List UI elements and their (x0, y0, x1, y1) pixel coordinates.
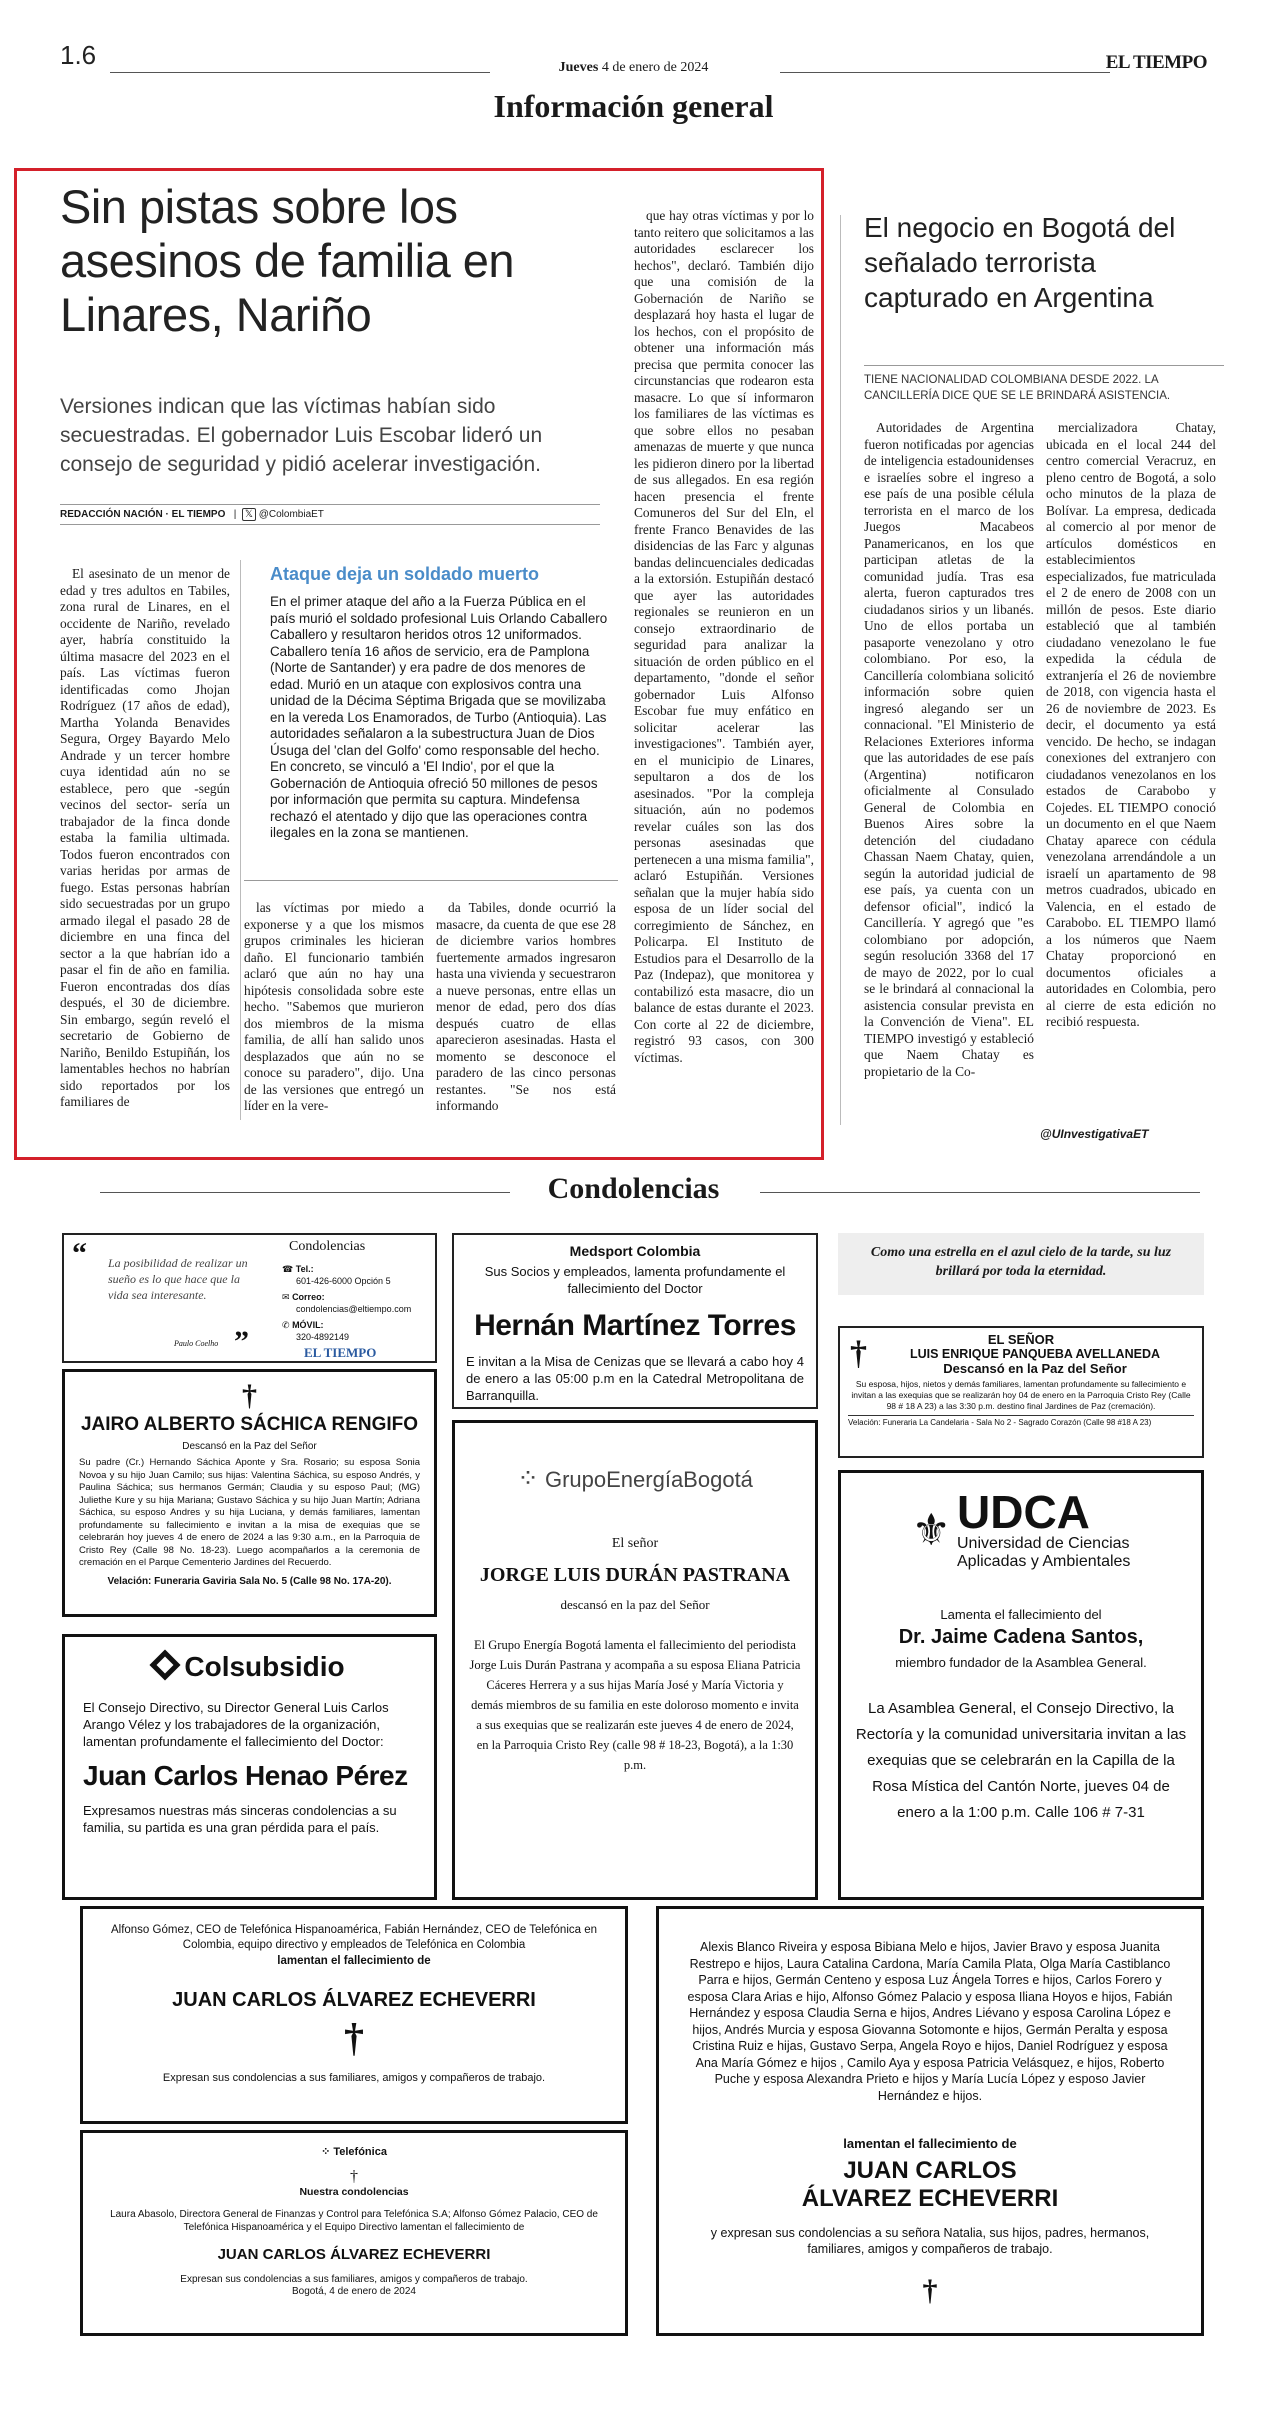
mobile-row (282, 1319, 411, 1343)
medsport-org: Medsport Colombia (569, 1243, 701, 1259)
quote-close-icon: ” (234, 1325, 249, 1358)
telefonica-date: Bogotá, 4 de enero de 2024 (292, 2286, 416, 2297)
mobile-icon: ✆ (282, 1320, 290, 1330)
mail-label: Correo: (292, 1292, 325, 1302)
alvarez1-closing: Expresan sus condolencias a sus familiares, amigos y compañeros de trabajo. (162, 2072, 546, 2084)
condolence-sachica (62, 1369, 437, 1617)
geb-logo-text: GrupoEnergíaBogotá (544, 1467, 753, 1492)
page-number: 1.6 (60, 40, 97, 70)
colsubsidio-closing: Expresamos nuestras más sinceras condolencias a su familia, su partida es una gran pérdida para el país. (83, 1803, 397, 1835)
cross-icon: † (922, 2274, 938, 2307)
geb-text: El Grupo Energía Bogotá lamenta el fallecimiento del periodista Jorge Luis Durán Pastrana y acompaña a su esposa Eliana Patricia Cáceres Herrera y a sus hijas María José y María Victoria y demás miembros de su familia en este doloroso momento e invita a sus exequias que se realizarán este jueves 4 de enero de 2024, en la Parroquia Cristo Rey (calle 98 # 18-23, Bogotá), a la 1:30 p.m. (469, 1638, 801, 1772)
condolence-colsubsidio (62, 1634, 437, 1900)
section-title: Información general (493, 88, 774, 124)
sidebar-box-text: En el primer ataque del año a la Fuerza Pública en el país murió el soldado profesional Luis Orlando Caballero Caballero y resultaron heridos otros 12 uniformados. Caballero tenía 16 años de servicio, era de Pamplona (Norte de Santander) y era padre de dos menores de edad. Murió en un ataque con explosivos contra una unidad de la Décima Séptima Brigada que se movilizaba en la vereda Los Enamorados, de Turbo (Antioquia). Las autoridades señalaron a la subestructura Juan de Dios Úsuga del 'clan del Golfo' como responsable del hecho. En concreto, se vinculó a 'El Indio', por el que la Gobernación de Antioquia ofreció 50 millones de pesos por información que permita su captura. Mindefensa rechazó el atentado y dijo que las operaciones contra ilegales en la zona se mantienen. (270, 594, 608, 840)
udca-logo (855, 1486, 1187, 1571)
colsubsidio-text: El Consejo Directivo, su Director General Luis Carlos Arango Vélez y los trabajadores de la organización, lamentan profundamente el fallecimiento del Doctor: (83, 1700, 389, 1749)
udca-logo-sub1: Universidad de Ciencias (957, 1535, 1130, 1552)
x-icon: 𝕏 (242, 508, 256, 521)
udca-logo-sub2: Aplicadas y Ambientales (957, 1553, 1131, 1570)
cross-icon: † (242, 1379, 257, 1412)
condolence-alvarez-telefonica-1 (80, 1906, 628, 2124)
phone-label: Tel.: (295, 1264, 314, 1274)
condolence-panqueba (838, 1326, 1204, 1458)
phone-row (282, 1263, 411, 1287)
side-divider (840, 215, 841, 1125)
promo-contact (282, 1263, 411, 1343)
alvarez1-name: JUAN CARLOS ÁLVAREZ ECHEVERRI (172, 1989, 536, 2011)
mobile-value[interactable]: 320-4892149 (296, 1332, 350, 1342)
telefonica-closing: Expresan sus condolencias a sus familiares, amigos y compañeros de trabajo. (180, 2274, 528, 2285)
byline-author: REDACCIÓN NACIÓN · EL TIEMPO (60, 509, 226, 520)
article-column-3 (436, 900, 616, 1120)
brand-logo: EL TIEMPO (1105, 52, 1207, 73)
side-column-2 (1046, 420, 1216, 1120)
quote-open-icon: “ (72, 1237, 87, 1270)
geb-dots-icon: ⁘ (517, 1463, 539, 1493)
condolence-medsport (452, 1233, 818, 1409)
column-divider (240, 560, 241, 1120)
telefonica-title: Nuestra condolencias (299, 2186, 409, 2198)
promo-title: Condolencias (289, 1239, 366, 1254)
medsport-intro: Sus Socios y empleados, lamenta profundamente el fallecimiento del Doctor (484, 1264, 786, 1296)
mobile-label: MÓVIL: (292, 1320, 324, 1330)
udca-pre: Lamenta el fallecimiento del (940, 1607, 1102, 1622)
side-handle: @UInvestigativaET (1040, 1127, 1149, 1141)
cross-icon: † (350, 2168, 358, 2185)
article-dek: Versiones indican que las víctimas habían sido secuestradas. El gobernador Luis Escobar lideró un consejo de seguridad y pidió acelerar investigación. (60, 395, 543, 476)
condolence-geb (452, 1420, 818, 1900)
box-divider (244, 880, 618, 881)
mail-row (282, 1291, 411, 1315)
phone-icon: ☎ (282, 1264, 294, 1274)
geb-pre: El señor (611, 1536, 659, 1551)
mail-icon: ✉ (282, 1292, 290, 1302)
sachica-velacion: Velación: Funeraria Gaviria Sala No. 5 (Calle 98 No. 17A-20). (107, 1575, 392, 1587)
side-kicker: TIENE NACIONALIDAD COLOMBIANA DESDE 2022. LA CANCILLERÍA DICE QUE SE LE BRINDARÁ ASISTENCIA. (864, 365, 1224, 404)
condolence-estrella (838, 1233, 1204, 1295)
panqueba-text: Su esposa, hijos, nietos y demás familiares, lamentan profundamente su fallecimiento e invitan a las exequias que se realizarán hoy 04 de enero en la Parroquia Cristo Rey (Calle 98 # 18 A 23) a las 3:30 p.m. destino final Jardines de Paz (cremación). (851, 1379, 1191, 1411)
sidebar-box-title: Ataque deja un soldado muerto (270, 564, 540, 584)
phone-value[interactable]: 601-426-6000 Opción 5 (296, 1276, 391, 1286)
alvarez2-name-1: JUAN CARLOS (843, 2157, 1017, 2184)
article-headline: Sin pistas sobre los asesinos de familia en Linares, Nariño (60, 180, 515, 341)
mail-value[interactable]: condolencias@eltiempo.com (296, 1304, 412, 1314)
sachica-sub: Descansó en la Paz del Señor (182, 1441, 317, 1452)
panqueba-name: LUIS ENRIQUE PANQUEBA AVELLANEDA (909, 1347, 1160, 1361)
alvarez1-text: Alfonso Gómez, CEO de Telefónica Hispanoamérica, Fabián Hernández, CEO de Telefónica en Colombia, equipo directivo y empleados de Telefónica en Colombia (110, 1924, 598, 1951)
article-column-1-text: El asesinato de un menor de edad y tres adultos en Tabiles, zona rural de Linares, en el occidente de Nariño, revelado ayer, habría constituido la última masacre del 2023 en el país. Las víctimas fueron identificadas como Jhojan Rodríguez (17 años de edad), Martha Yolanda Benavides Segura, Orgey Bayardo Melo Andrade y un tercer hombre cuya identidad aún no se establece, pero que -según vecinos del sector- sería un trabajador de la finca donde estaba la familia ultimada. Todos fueron encontrados con varias heridas por armas de fuego. Estas personas habrían sido secuestradas por un grupo armado ilegal el pasado 28 de diciembre en una finca del sector a la que habrían ido a pasar el fin de año en familia. Fueron encontradas dos días después, el 30 de diciembre. Sin embargo, según reveló el secretario de Gobierno de Nariño, Benildo Estupiñán, los lamentables hechos no habrían sido reportados por los familiares de (60, 566, 230, 1109)
promo-quote: La posibilidad de realizar un sueño es lo que hace que la vida sea interesante. (108, 1256, 248, 1302)
sachica-text: Su padre (Cr.) Hernando Sáchica Aponte y Sra. Rosario; su esposa Sonia Novoa y su hijo Juan Camilo; sus hijas: Valentina Sáchica, su esposo Andrés, y Paulina Sáchica; sus hermanos Germán; Claudia y su esposo Paul; (MG) Juliethe Kure y su hija Mariana; Gustavo Sáchica y su hijo Juan Martín; Adriana Sáchica, su esposo Andres y su hija Luciana, y demás familiares, lamentan profundamente su fallecimiento e invitan a la misa de exequias que se celebrarán hoy jueves 4 de enero de 2024 a las 9:30 a.m., en la Parroquia de Cristo Rey (Calle 98 No. 18-23). Luego acompañarlos a la ceremonia de cremación en el Parque Cementerio Jardines del Recuerdo. (79, 1457, 420, 1568)
article-column-3-text: da Tabiles, donde ocurrió la masacre, da cuenta de que ese 28 de diciembre varios hombres fuertemente armados ingresaron hasta una vivienda y secuestraron a nueve personas, entre ellas un menor de edad, pero dos días después cuatro de ellas aparecieron asesinadas. Hasta el momento se desconoce el paradero de las cinco personas restantes. "Se nos está informando (436, 900, 616, 1113)
alvarez2-lamentan: lamentan el fallecimiento de (843, 2136, 1017, 2151)
colsubsidio-icon (150, 1649, 181, 1680)
alvarez2-name-2: ÁLVAREZ ECHEVERRI (801, 2185, 1059, 2212)
condolence-udca (838, 1470, 1204, 1900)
side-column-1 (864, 420, 1034, 1120)
condolence-telefonica-2 (80, 2130, 628, 2336)
cross-icon: † (344, 2015, 364, 2060)
article-column-4-text: que hay otras víctimas y por lo tanto reitero que solicitamos a las autoridades esclarecer los hechos", declaró. También dijo que una comisión de la Gobernación de Nariño se desplazará hoy hasta el lugar de los hechos, con el propósito de obtener una información más precisa que permita conocer las circunstancias que rodearon esta masacre. Lo que sí informaron los familiares de las víctimas es que sobre ellos no pesaban amenazas de muerte y que nunca les pidieron dinero por la libertad de sus allegados. En esa región hacen presencia el frente Comuneros del Sur del Eln, el frente Franco Benavides de las disidencias de las Farc y algunas bandas delincuenciales dedicadas a la extorsión. Estupiñán destacó que ayer las autoridades regionales se reunieron en un consejo extraordinario de seguridad para analizar la situación de orden público en el departamento, "donde el señor gobernador Luis Alfonso Escobar fue muy enfático en solicitar acelerar las investigaciones". También ayer, en el municipio de Linares, sepultaron a dos de los asesinados. "Por la compleja situación, aún no podemos revelar cuáles son las dos personas asesinadas que pertenecen a una misma familia", aclaró Estupiñán. Versiones señalan que la mujer había sido esposa de un líder social del corregimiento de Sánchez, en Policarpa. El Instituto de Estudios para el Desarrollo de la Paz (Indepaz), que monitorea y contabilizó esta masacre, dio un balance de estas durante el 2023. Con corte al 22 de diciembre, registró 93 casos, con 300 víctimas. (634, 208, 814, 1065)
colsubsidio-logo-text: Colsubsidio (184, 1651, 345, 1682)
udca-role: miembro fundador de la Asamblea General. (895, 1655, 1147, 1670)
header-date (0, 60, 1267, 76)
condolencias-promo (62, 1233, 437, 1363)
udca-logo-text: UDCA (957, 1486, 1090, 1538)
medsport-text: E invitan a la Misa de Cenizas que se llevará a cabo hoy 4 de enero a las 05:00 p.m en la Catedral Metropolitana de Barranquilla. (466, 1354, 804, 1403)
promo-author: Paulo Coelho (174, 1339, 219, 1348)
geb-sub: descansó en la paz del Señor (560, 1597, 710, 1612)
condolence-alvarez-2 (656, 1906, 1204, 2336)
colsubsidio-name: Juan Carlos Henao Pérez (83, 1760, 408, 1791)
telefonica-text: Laura Abasolo, Directora General de Finanzas y Control para Telefónica S.A; Alfonso Gómez Palacio, CEO de Telefónica Hispanoamérica y el Equipo Directivo lamentan el fallecimiento de (110, 2209, 598, 2233)
colsubsidio-logo (83, 1651, 416, 1683)
panqueba-velacion: Velación: Funeraria La Candelaria - Sala No 2 - Sagrado Corazón (Calle 98 #18 A 23) (848, 1415, 1194, 1427)
byline-handle: @ColombiaET (258, 509, 324, 520)
article-column-2-text: las víctimas por miedo a exponerse y a que los mismos grupos criminales les hicieran daño. El funcionario también aclaró que aún no hay una hipótesis consolidada sobre este hecho. "Sabemos que murieron dos miembros de la misma familia, de allí han salido unos desplazados que aún no se conoce su paradero", dijo. Una de las versiones que entregó un líder en la vere- (244, 900, 424, 1113)
geb-name: JORGE LUIS DURÁN PASTRANA (479, 1564, 791, 1586)
panqueba-sub: Descansó en la Paz del Señor (943, 1361, 1127, 1376)
telefonica-name: JUAN CARLOS ÁLVAREZ ECHEVERRI (217, 2246, 491, 2263)
alvarez1-lamentan: lamentan el fallecimiento de (277, 1955, 431, 1967)
article-byline: REDACCIÓN NACIÓN · EL TIEMPO | 𝕏 @ColombiaET (60, 504, 600, 525)
cross-icon: † (850, 1335, 867, 1372)
sachica-name: JAIRO ALBERTO SÁCHICA RENGIFO (80, 1414, 419, 1435)
alvarez2-closing: y expresan sus condolencias a su señora Natalia, sus hijos, padres, hermanos, familiares, amigos y compañeros de trabajo. (710, 2226, 1150, 2256)
promo-brand: EL TIEMPO (304, 1345, 377, 1360)
header-date-text: 4 de enero de 2024 (601, 60, 709, 75)
condolencias-title: Condolencias (547, 1172, 720, 1205)
side-headline: El negocio en Bogotá del señalado terrorista capturado en Argentina (864, 212, 1176, 313)
udca-text: La Asamblea General, el Consejo Directivo, la Rectoría y la comunidad universitaria invitan a las exequias que se celebrarán en la Capilla de la Rosa Mística del Cantón Norte, jueves 04 de enero a la 1:00 p.m. Calle 106 # 7-31 (855, 1700, 1187, 1821)
telefonica-dots-icon: ⁘ (321, 2146, 331, 2158)
article-column-4 (634, 208, 814, 1128)
article-column-1 (60, 566, 230, 1126)
side-column-1-text: Autoridades de Argentina fueron notificadas por agencias de inteligencia estadounidenses e israelíes sobre el ingreso a ese país de una posible célula terrorista en el marco de los Juegos Macabeos Panamericanos, en los que participan atletas de la comunidad judía. Tras esa alerta, fueron capturados tres ciudadanos sirios y un libanés. Uno de ellos portaba un pasaporte venezolano y otro colombiano. Por eso, la Cancillería colombiana solicitó información sobre quien ingresó alegando ser un connacional. "El Ministerio de Relaciones Exteriores informa que las autoridades de ese país (Argentina) notificaron oficialmente al Consulado General de Colombia en Buenos Aires sobre la detención del ciudadano Chassan Naem Chatay, quien, según la autoridad judicial de ese país, ya cuenta con un defensor oficial", indicó la Cancillería. Y agregó que "es colombiano por adopción, según resolución 3368 del 17 de mayo de 2022, por lo cual se le brindará al connacional la asistencia consular prevista en la Convención de Viena". EL TIEMPO investigó y estableció que Naem Chatay es propietario de la Co- (864, 420, 1034, 1079)
udca-name: Dr. Jaime Cadena Santos, (898, 1626, 1144, 1648)
article-column-2 (244, 900, 424, 1120)
telefonica-logo (107, 2145, 601, 2158)
medsport-name: Hernán Martínez Torres (474, 1309, 796, 1342)
geb-logo (469, 1463, 801, 1494)
panqueba-title: EL SEÑOR (987, 1332, 1055, 1347)
alvarez2-text: Alexis Blanco Riveira y esposa Bibiana Melo e hijos, Javier Bravo y esposa Juanita Restrepo e hijos, Laura Catalina Cardona, María Camila Plata, Olga María Castiblanco Parra e hijos, Germán Centeno y esposa Luz Ángela Torres e hijos, Carlos Forero y esposa Clara Arias e hijo, Alfonso Gómez Palacio y esposa Iliana Hoyos e hijos, Fabián Hernández y esposa Claudia Serna e hijos, Andres Liévano y esposa Carolina López e hijos, Andrés Murcia y esposa Giovanna Sotomonte e hijos, Germán Peralta y esposa Cristina Ruiz e hijas, Gustavo Serpa, Angela Royo e hijos, Daniel Rodríguez y esposa Ana María Gómez e hijos , Camilo Aya y esposa Patricia Velásquez, e hijos, Roberto Puche y esposa Alexandra Prieto e hijos y María Lucía López y esposo Javier Hernández e hijos. (687, 1940, 1173, 2103)
estrella-text: Como una estrella en el azul cielo de la tarde, su luz brillará por toda la eternidad. (870, 1245, 1172, 1279)
header-day: Jueves (558, 60, 599, 75)
side-column-2-text: mercializadora Chatay, ubicada en el local 244 del centro comercial Veracruz, en pleno centro de Bogotá, a solo ocho minutos de la plaza de Bolívar. La empresa, dedicada al comercio al por menor de artículos domésticos en establecimientos especializados, fue matriculada el 2 de enero de 2008 con un millón de pesos. Este diario estableció que al también ciudadano venezolano le fue expedida la cédula de extranjería el 26 de noviembre de 2018, con vigencia hasta el 26 de noviembre de 2023. Es decir, el documento ya está vencido. De hecho, se indagan conexiones del extranjero con ciudadanos venezolanos en los estados de Carabobo y Cojedes. EL TIEMPO conoció un documento en el que Naem Chatay aparece con cédula venezolana arrendándole a un israelí un apartamento de 98 metros cuadrados, ubicado en Valencia, en el estado de Carabobo. EL TIEMPO llamó a los números que Naem Chatay proporcionó en documentos oficiales a autoridades en Colombia, pero al cierre de esta edición no recibió respuesta. (1046, 420, 1216, 1029)
udca-shield-icon: ⚜ (911, 1505, 951, 1555)
telefonica-logo-text: Telefónica (333, 2146, 387, 2158)
